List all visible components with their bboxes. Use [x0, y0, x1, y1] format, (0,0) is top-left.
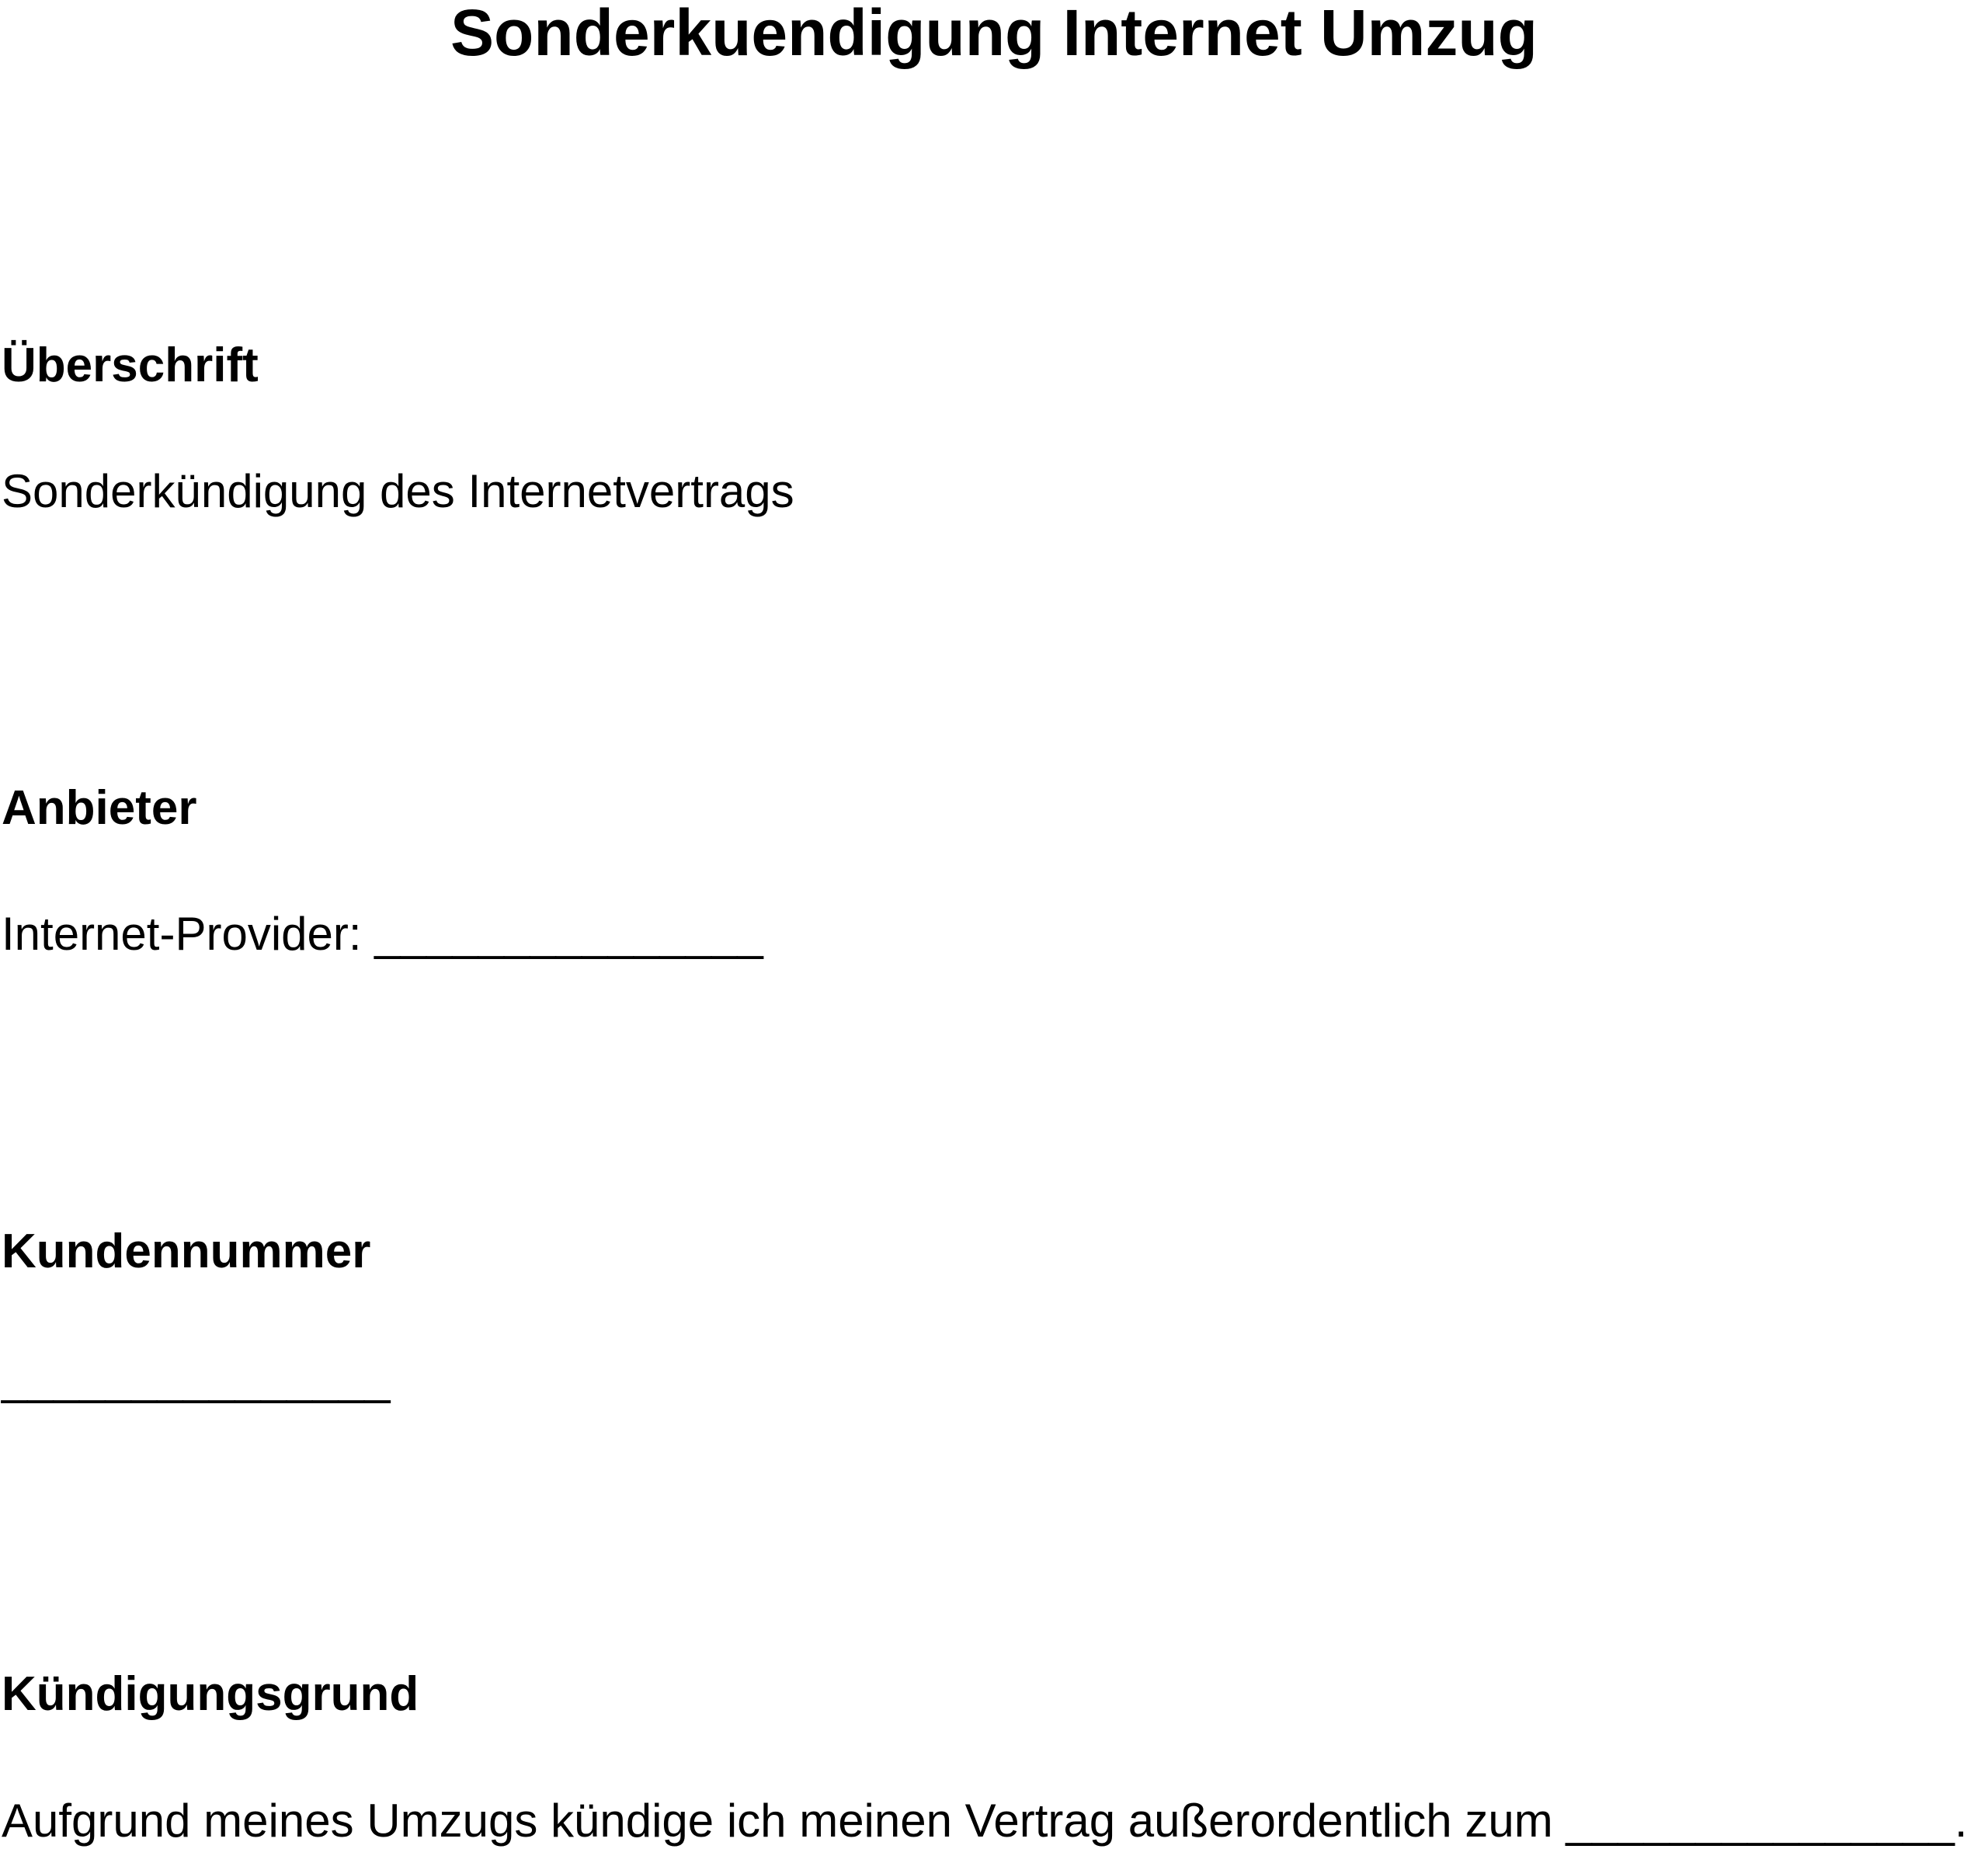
- section-text-ueberschrift: Sonderkündigung des Internetvertrags: [2, 465, 794, 517]
- document-title: Sonderkuendigung Internet Umzug: [450, 0, 1538, 69]
- termination-reason-text: Aufgrund meines Umzugs kündige ich meinen Vertrag außerordentlich zum: [2, 1795, 1553, 1847]
- customer-number-blank: _______________: [2, 1352, 391, 1404]
- provider-label: Internet-Provider:: [2, 908, 362, 960]
- termination-reason-end: .: [1954, 1795, 1968, 1847]
- section-heading-ueberschrift: Überschrift: [2, 339, 259, 392]
- section-heading-kundennummer: Kundennummer: [2, 1225, 371, 1278]
- termination-date-blank: _______________: [1566, 1795, 1955, 1847]
- section-heading-kuendigungsgrund: Kündigungsgrund: [2, 1667, 419, 1721]
- termination-reason-line: [2, 1794, 1968, 1848]
- provider-blank: _______________: [374, 908, 763, 960]
- provider-line: [2, 907, 763, 961]
- section-heading-anbieter: Anbieter: [2, 781, 197, 835]
